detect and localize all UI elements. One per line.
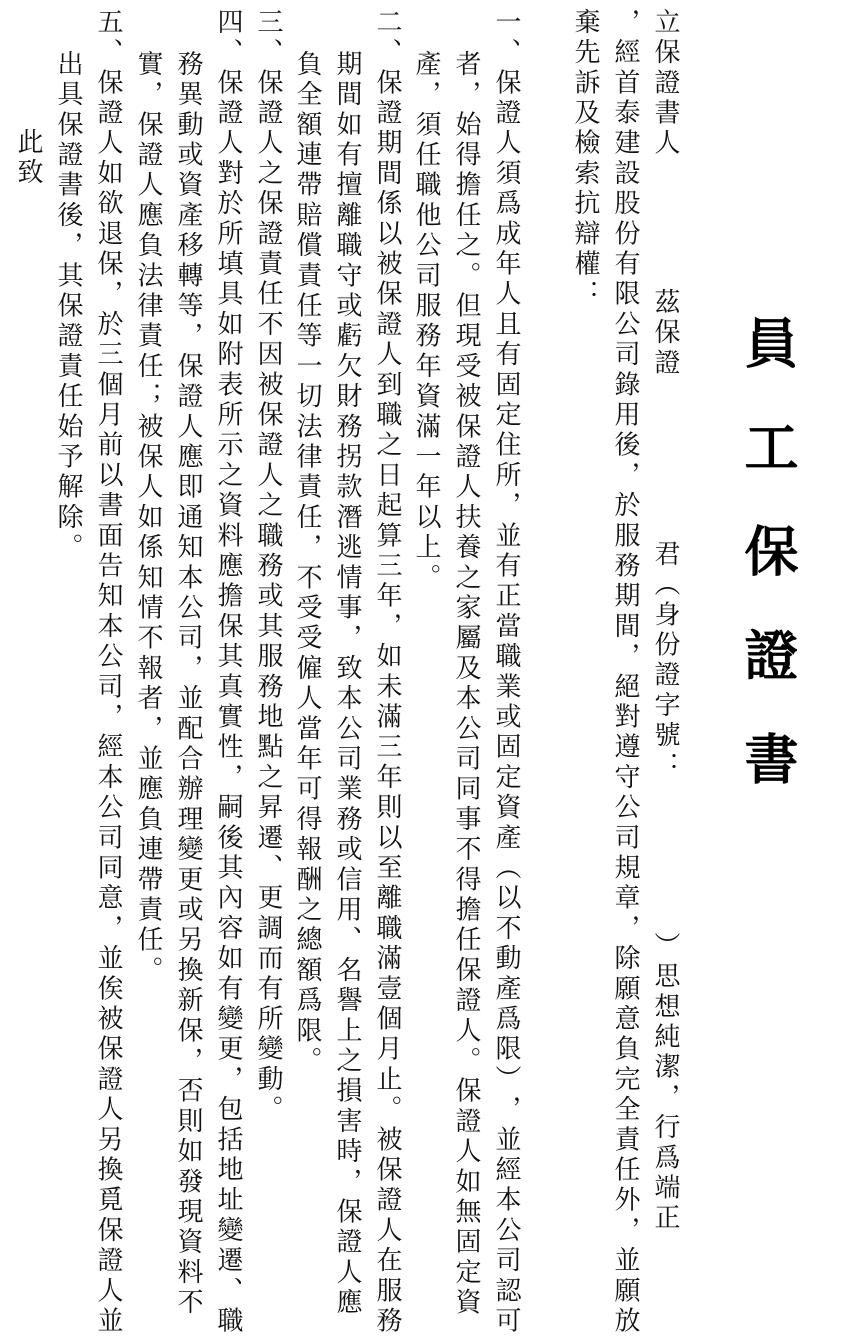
clause-5-line-1: 五、保證人如欲退保，於三個月前以書面告知本公司，經本公司同意，並俟被保證人另換覓保證人並 bbox=[93, 8, 123, 1337]
intro-line-2: ，經首泰建設股份有限公司錄用後，於服務期間，絕對遵守公司規章，除願意負完全責任外，並願放 bbox=[610, 8, 640, 1337]
clause-1-line-2: 者，始得擔任之。但現受被保證人扶養之家屬及本公司同事不得擔任保證人。保證人如無固定資 bbox=[451, 50, 481, 1319]
intro-line-1-guarantee: 茲保證 bbox=[650, 288, 680, 379]
intro-line-1-id: 君︵身份證字號： bbox=[650, 540, 680, 782]
clause-2-line-3: 負全額連帶賠償責任等一切法律責任，不受受僱人當年可得報酬之總額爲限。 bbox=[292, 50, 322, 1077]
clause-3-line-1: 三、保證人之保證責任不因被保證人之職務或其服務地點之昇遷、更調而有所變動。 bbox=[253, 8, 283, 1126]
clause-2-line-2: 期間如有擅離職守或虧欠財務拐款潛逃情事，致本公司業務或信用、名譽上之損害時，保證人應 bbox=[332, 50, 362, 1319]
clause-4-line-3: 實，保證人應負法律責任；被保人如係知情不報者，並應負連帶責任。 bbox=[133, 50, 163, 987]
closing: 此致 bbox=[13, 128, 43, 189]
intro-line-1-conduct: ︶思想純潔，行爲端正 bbox=[650, 932, 680, 1234]
clause-2-line-1: 二、保證期間係以被保證人到職之日起算三年，如未滿三年則以至離職滿壹個月止。被保證人在服務 bbox=[372, 8, 402, 1337]
intro-line-3: 棄先訴及檢索抗辯權： bbox=[570, 8, 600, 310]
clause-4-line-2: 務異動或資產移轉等，保證人應即通知本公司，並配合辦理變更或另換新保，否則如發現資料不 bbox=[173, 50, 203, 1319]
clause-4-line-1: 四、保證人對於所填具如附表所示之資料應擔保其真實性，嗣後其內容如有變更，包括地址變遷、職 bbox=[213, 8, 243, 1337]
clause-1-line-1: 一、保證人須爲成年人且有固定住所，並有正當職業或固定資產︵以不動產爲限︶，並經本公司認可 bbox=[491, 8, 521, 1337]
document-title: 員工保證書 bbox=[736, 315, 800, 835]
intro-line-1: 立保證書人 bbox=[650, 8, 680, 159]
clause-1-line-3: 產，須任職他公司服務年資滿一年以上。 bbox=[411, 50, 441, 594]
clause-5-line-2: 出具保證書後，其保證責任始予解除。 bbox=[53, 50, 83, 564]
